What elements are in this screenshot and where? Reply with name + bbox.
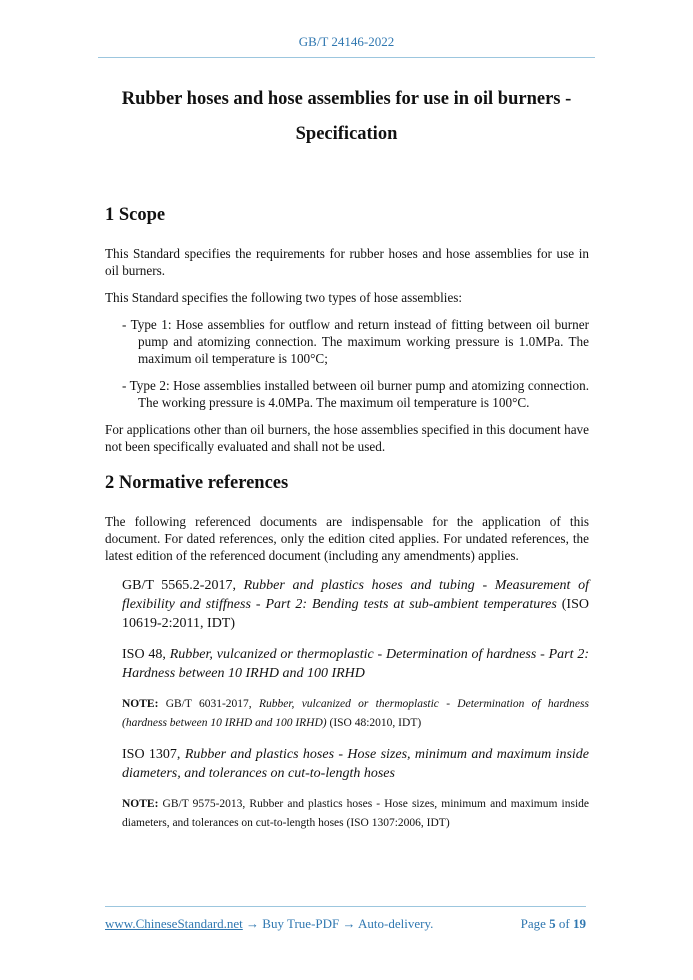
ref-title: Rubber and plastics hoses and tubing - Measurement of flexibility and stiffness - Part 2: Bending tests at sub-ambient temperatures <box>122 578 589 612</box>
footer-promo <box>105 916 433 932</box>
page-of: of <box>555 916 573 931</box>
ref-code: ISO 1307, <box>122 747 185 762</box>
header-divider <box>98 57 595 58</box>
paragraph: This Standard specifies the following two types of hose assemblies: <box>105 290 463 305</box>
note-suffix: (ISO 48:2010, IDT) <box>326 717 422 729</box>
note-text: GB/T 9575-2013, Rubber and plastics hoses - Hose sizes, minimum and maximum inside diameters, and tolerances on cut-to-length hoses (ISO 1307:2006, IDT) <box>122 798 589 829</box>
ref-code: ISO 48, <box>122 647 170 662</box>
paragraph: The following referenced documents are indispensable for the application of this document. For dated references, only the edition cited applies. For undated references, the latest edition of the referenced document (including any amendments) applies. <box>105 514 589 563</box>
ref-suffix: (ISO 10619-2:2011, IDT) <box>122 597 589 631</box>
page-label: Page <box>520 916 550 931</box>
current-page: 5 <box>549 916 556 931</box>
title-line-1: Rubber hoses and hose assemblies for use in oil burners - <box>121 89 572 109</box>
footer <box>105 916 586 932</box>
section-heading-scope: 1 Scope <box>105 205 166 225</box>
reference-item <box>122 745 589 783</box>
ref-title: Rubber, vulcanized or thermoplastic - Determination of hardness - Part 2: Hardness between 10 IRHD and 100 IRHD <box>122 647 590 681</box>
list-item: - Type 2: Hose assemblies installed between oil burner pump and atomizing connection. The working pressure is 4.0MPa. The maximum oil temperature is 100°C. <box>122 378 589 410</box>
footer-promo-text: → Buy True-PDF → Auto-delivery. <box>242 916 434 931</box>
footer-divider <box>105 906 586 907</box>
reference-item <box>122 645 589 683</box>
note-label: NOTE: <box>122 798 159 810</box>
reference-note <box>122 695 589 733</box>
total-pages: 19 <box>573 916 586 931</box>
ref-code: GB/T 5565.2-2017, <box>122 578 244 593</box>
reference-item <box>122 576 589 633</box>
reference-note <box>122 795 589 833</box>
paragraph: For applications other than oil burners, the hose assemblies specified in this document have not been specifically evaluated and shall not be used. <box>105 422 589 454</box>
document-body <box>105 203 589 845</box>
list-item: - Type 1: Hose assemblies for outflow and return instead of fitting between oil burner pump and atomizing connection. The maximum working pressure is 1.0MPa. The maximum oil temperature is 100°C; <box>122 317 589 366</box>
website-link[interactable]: www.ChineseStandard.net <box>105 916 243 931</box>
header-doc-id: GB/T 24146-2022 <box>298 34 395 49</box>
document-title <box>98 82 595 152</box>
note-label: NOTE: <box>122 698 159 710</box>
paragraph: This Standard specifies the requirements for rubber hoses and hose assemblies for use in oil burners. <box>105 246 589 278</box>
section-heading-normative: 2 Normative references <box>105 473 289 493</box>
note-code: GB/T 6031-2017, <box>158 698 259 710</box>
ref-title: Rubber and plastics hoses - Hose sizes, minimum and maximum inside diameters, and tolerances on cut-to-length hoses <box>122 747 589 781</box>
title-line-2: Specification <box>295 124 398 144</box>
note-title: Rubber, vulcanized or thermoplastic - Determination of hardness (hardness between 10 IRHD and 100 IRHD) <box>122 698 589 729</box>
page-number <box>521 916 586 932</box>
